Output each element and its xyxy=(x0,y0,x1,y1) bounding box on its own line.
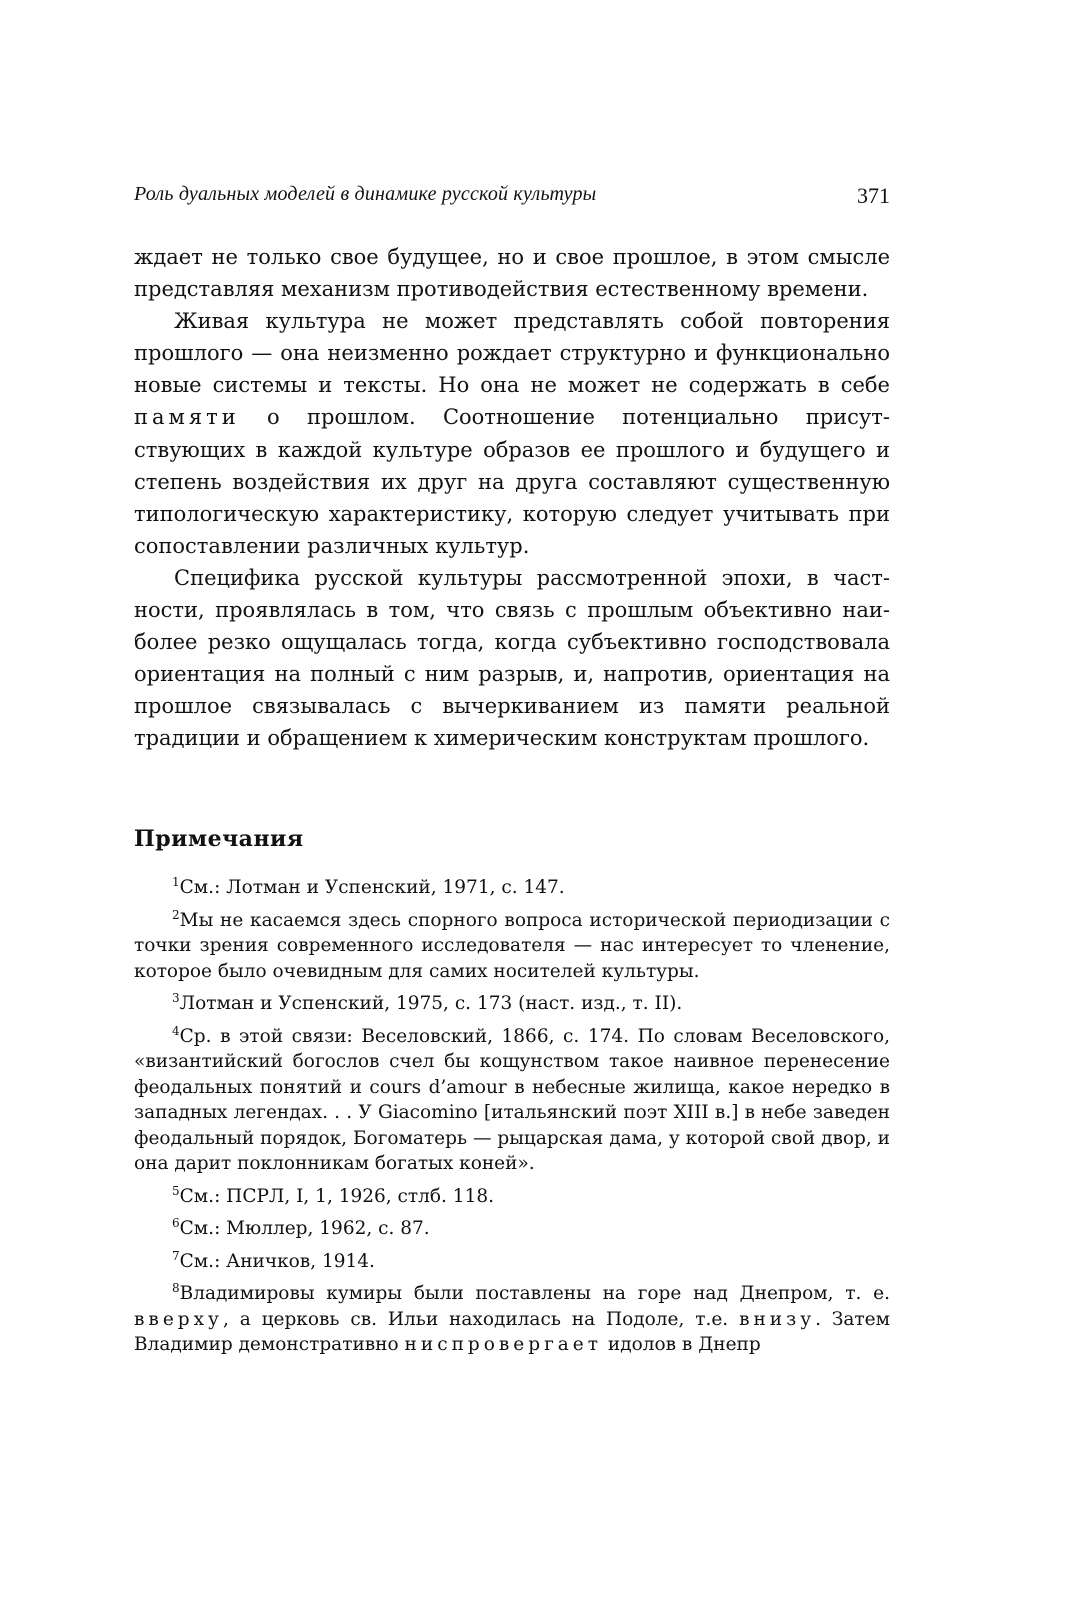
note-text: Ср. в этой связи: Веселовский, 1866, с. 174. По словам Веселовского, «византийский богослов счел бы кощунством такое наивное перенесение феодальных понятий и cours d’amour в небесные жилища, какое нередко в западных легендах. . . У Giacomino [итальянский поэт XIII в.] в небе заведен феодальный порядок, Богоматерь — рыцарская дама, у которой свой двор, и она дарит поклонникам богатых коней». xyxy=(134,1025,890,1174)
note-text-b: , а церковь св. Ильи находилась на Подоле, т.е. xyxy=(222,1308,740,1330)
note-text: См.: Мюллер, 1962, с. 87. xyxy=(179,1218,430,1239)
paragraph-1: ждает не только свое будущее, но и свое прошлое, в этом смысле представляя механизм противодействия естественному времени. xyxy=(134,245,890,302)
note-number: 5 xyxy=(172,1183,180,1198)
note-number: 2 xyxy=(172,907,180,922)
note-text: См.: ПСРЛ, I, 1, 1926, стлб. 118. xyxy=(179,1185,494,1207)
running-title: Роль дуальных моделей в динамике русской культуры xyxy=(134,183,597,205)
paragraph-2-text-b: о прошлом. Соотношение потенциально присутствующих в каждой культуре образов ее прошлого и будущего и степень воздействия их друг на друга составляют существенную типологическую характеристику, которую следует учитывать при сопоставлении различных культур. xyxy=(134,405,890,558)
note-text-d: идолов в Днепр xyxy=(602,1334,761,1355)
note-7 xyxy=(134,1249,890,1275)
page-number: 371 xyxy=(857,183,890,208)
spaced-emphasis-vverhu: вверху xyxy=(134,1308,223,1330)
note-number: 1 xyxy=(172,875,180,889)
note-text: Лотман и Успенский, 1975, с. 173 (наст. изд., т. II). xyxy=(179,993,683,1014)
note-8 xyxy=(134,1281,890,1358)
note-number: 7 xyxy=(172,1248,180,1263)
note-1 xyxy=(134,875,890,901)
note-number: 8 xyxy=(172,1281,180,1295)
notes-heading: Примечания xyxy=(134,826,304,852)
spaced-emphasis-pamyati: памяти xyxy=(134,405,240,430)
paragraph-2 xyxy=(134,305,890,562)
note-number: 4 xyxy=(172,1023,180,1038)
spaced-emphasis-vnizu: внизу xyxy=(739,1308,816,1330)
note-text-c: . Затем Владимир демонстративно xyxy=(134,1308,891,1355)
note-text: См.: Аничков, 1914. xyxy=(179,1250,375,1272)
note-text: Мы не касаемся здесь спорного вопроса исторической периодизации с точки зрения современного исследователя — нас интересует то членение, которое было очевидным для самих носителей культуры. xyxy=(134,909,890,982)
paragraph-3: Специфика русской культуры рассмотренной эпохи, в частности, проявлялась в том, что связь с прошлым объективно наиболее резко ощущалась тогда, когда субъективно господствовала ориентация на полный с ним разрыв, и, напротив, ориентация на прошлое связывалась с вычеркиванием из памяти реальной традиции и обращением к химерическим конструктам прошлого. xyxy=(134,565,890,751)
note-number: 3 xyxy=(172,991,180,1005)
note-number: 6 xyxy=(172,1216,180,1230)
note-6 xyxy=(134,1216,890,1242)
notes-list xyxy=(134,875,890,1365)
note-2 xyxy=(134,908,890,985)
note-5 xyxy=(134,1184,890,1210)
note-text-a: Владимировы кумиры были поставлены на горе над Днепром, т. е. xyxy=(179,1283,890,1304)
running-head xyxy=(134,183,890,217)
note-text: См.: Лотман и Успенский, 1971, с. 147. xyxy=(179,877,565,898)
note-3 xyxy=(134,991,890,1017)
note-4 xyxy=(134,1024,890,1177)
spaced-emphasis-nisprovergaet: ниспровергает xyxy=(404,1334,602,1355)
paragraph-2-text-a: Живая культура не может представлять собой повторения прошлого — она неизменно рождает структурно и функционально новые системы и тексты. Но она не может не содержать в себе xyxy=(134,309,890,398)
main-text xyxy=(134,241,890,755)
